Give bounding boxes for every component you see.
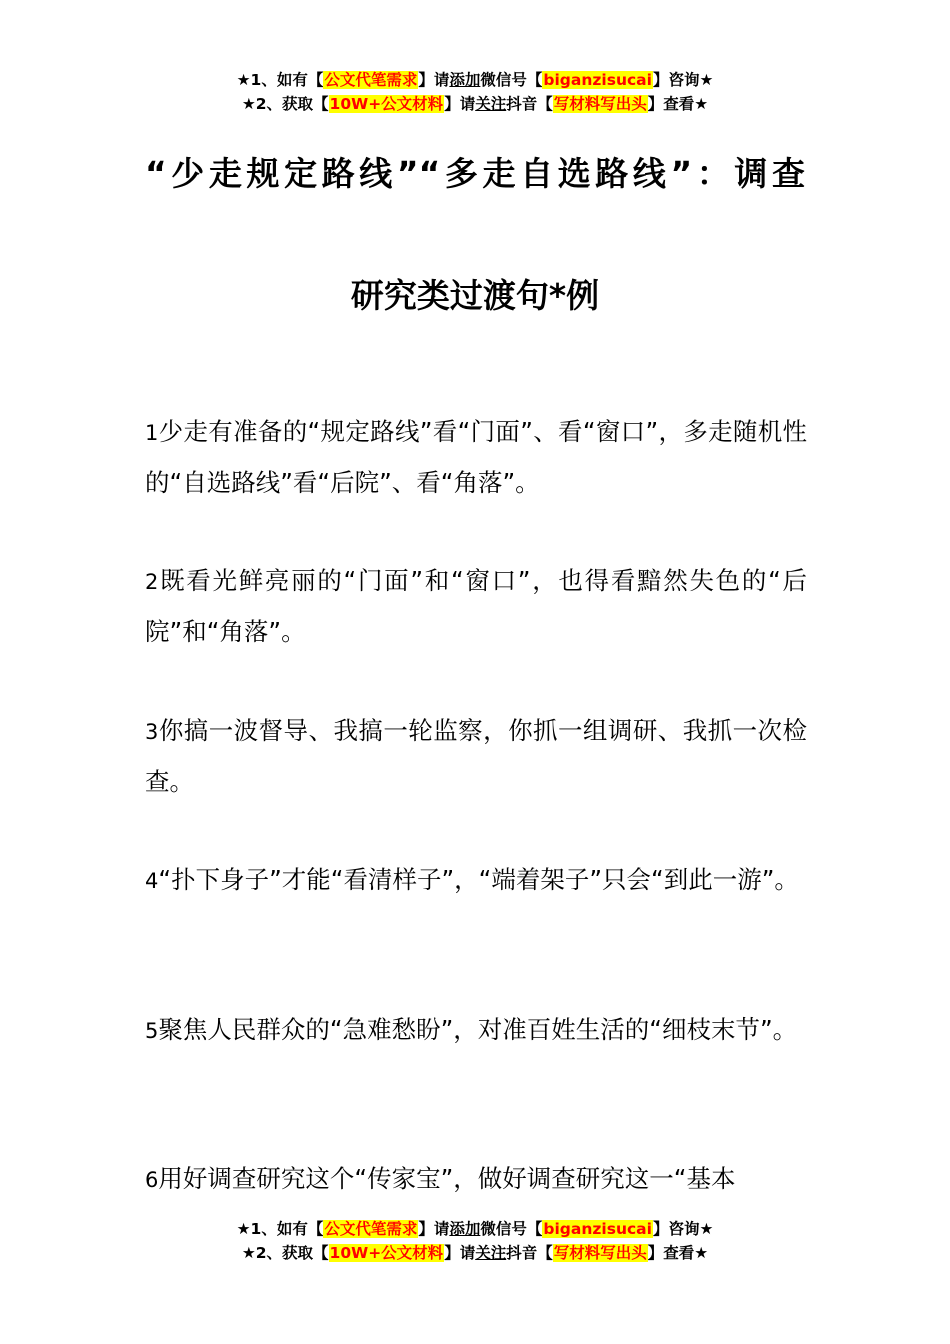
banner-text: 抖音【 [506, 95, 553, 113]
banner-text: 】咨询★ [652, 71, 714, 89]
item-number: 1 [145, 421, 159, 445]
banner-text: 】请 [444, 95, 476, 113]
list-item [145, 706, 807, 807]
banner-text: 抖音【 [506, 1244, 553, 1262]
highlight-douyin-account: 写材料写出头 [553, 95, 647, 113]
item-number: 6 [145, 1168, 159, 1192]
highlight-materials: 10W+公文材料 [329, 1244, 444, 1262]
document-title-line-2: 研究类过渡句*例 [350, 276, 600, 315]
banner-text: ★2、获取【 [241, 1244, 329, 1262]
highlight-materials: 10W+公文材料 [329, 95, 444, 113]
banner-line-2 [0, 92, 950, 116]
item-number: 3 [145, 720, 159, 744]
footer-banner [0, 1217, 950, 1265]
item-number: 4 [145, 869, 159, 893]
banner-text: ★1、如有【 [236, 1220, 324, 1238]
document-title-line-1: “少走规定路线”“多走自选路线”：调查 [145, 154, 805, 193]
banner-text: 微信号【 [480, 71, 543, 89]
banner-text: 】咨询★ [652, 1220, 714, 1238]
list-item [145, 556, 807, 657]
banner-text: ★1、如有【 [236, 71, 324, 89]
header-banner [0, 68, 950, 116]
banner-text-underlined: 添加 [449, 71, 481, 89]
list-item [145, 1005, 807, 1056]
item-number: 5 [145, 1019, 159, 1043]
list-item [145, 1154, 807, 1204]
banner-line-2 [0, 1241, 950, 1265]
banner-line-1 [0, 68, 950, 92]
banner-text: 微信号【 [480, 1220, 543, 1238]
banner-text: 】请 [444, 1244, 476, 1262]
banner-text: 】查看★ [647, 95, 709, 113]
highlight-wechat-id: biganzisucai [543, 1220, 652, 1238]
list-item [145, 407, 807, 508]
item-text: 少走有准备的“规定路线”看“门面”、看“窗口”，多走随机性的“自选路线”看“后院”、看“角落”。 [145, 417, 807, 497]
banner-line-1 [0, 1217, 950, 1241]
item-text: “扑下身子”才能“看清样子”，“端着架子”只会“到此一游”。 [158, 865, 799, 894]
item-text: 聚焦人民群众的“急难愁盼”，对准百姓生活的“细枝末节”。 [158, 1015, 798, 1044]
item-text: 你搞一波督导、我搞一轮监察，你抓一组调研、我抓一次检查。 [145, 716, 807, 796]
banner-text-underlined: 添加 [449, 1220, 481, 1238]
banner-text: 】请 [418, 1220, 450, 1238]
banner-text: 】请 [418, 71, 450, 89]
banner-text: ★2、获取【 [241, 95, 329, 113]
banner-text-underlined: 关注 [475, 95, 507, 113]
banner-text: 】查看★ [647, 1244, 709, 1262]
highlight-service: 公文代笔需求 [324, 1220, 418, 1238]
item-number: 2 [145, 570, 159, 594]
highlight-service: 公文代笔需求 [324, 71, 418, 89]
highlight-douyin-account: 写材料写出头 [553, 1244, 647, 1262]
highlight-wechat-id: biganzisucai [543, 71, 652, 89]
list-item [145, 855, 807, 906]
item-text: 既看光鲜亮丽的“门面”和“窗口”，也得看黯然失色的“后院”和“角落”。 [145, 566, 807, 646]
item-text: 用好调查研究这个“传家宝”，做好调查研究这一“基本 [158, 1164, 736, 1193]
banner-text-underlined: 关注 [475, 1244, 507, 1262]
